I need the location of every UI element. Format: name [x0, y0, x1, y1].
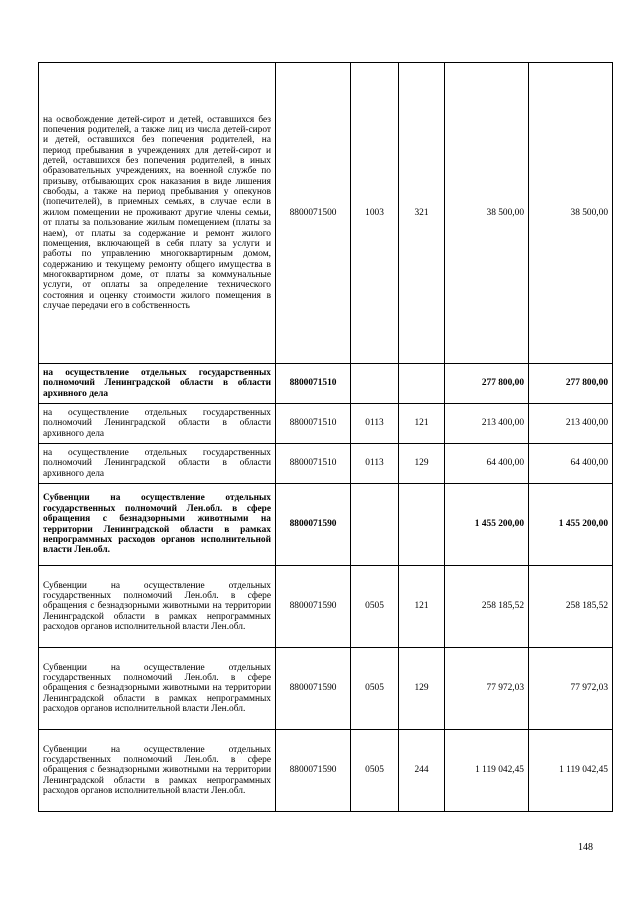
section-code: 1003 [351, 63, 399, 364]
section-code: 0113 [351, 444, 399, 484]
table-row [39, 484, 613, 566]
expense-type-code: 244 [399, 730, 445, 812]
row-description: на осуществление отдельных государственных полномочий Ленинградской области в области архивного дела [39, 364, 276, 404]
target-article-code: 8800071510 [276, 444, 351, 484]
expense-type-code: 121 [399, 404, 445, 444]
amount-cell: 213 400,00 [529, 404, 613, 444]
target-article-code: 8800071590 [276, 484, 351, 566]
row-description: Субвенции на осуществление отдельных государственных полномочий Лен.обл. в сфере обращения с безнадзорными животными на территории Ленинградской области в рамках непрограммных расходов органов исполнительной власти Лен.обл. [39, 484, 276, 566]
table-row [39, 648, 613, 730]
amount-cell: 38 500,00 [445, 63, 529, 364]
amount-cell: 77 972,03 [529, 648, 613, 730]
expense-type-code [399, 484, 445, 566]
table-row [39, 730, 613, 812]
budget-table [38, 62, 613, 812]
amount-cell: 64 400,00 [529, 444, 613, 484]
target-article-code: 8800071590 [276, 730, 351, 812]
row-description: на осуществление отдельных государственных полномочий Ленинградской области в области архивного дела [39, 404, 276, 444]
table-row [39, 63, 613, 364]
table-row [39, 566, 613, 648]
section-code: 0505 [351, 730, 399, 812]
row-description: Субвенции на осуществление отдельных государственных полномочий Лен.обл. в сфере обращения с безнадзорными животными на территории Ленинградской области в рамках непрограммных расходов органов исполнительной власти Лен.обл. [39, 648, 276, 730]
expense-type-code: 121 [399, 566, 445, 648]
section-code [351, 364, 399, 404]
target-article-code: 8800071590 [276, 566, 351, 648]
amount-cell: 258 185,52 [529, 566, 613, 648]
amount-cell: 64 400,00 [445, 444, 529, 484]
amount-cell: 258 185,52 [445, 566, 529, 648]
expense-type-code: 321 [399, 63, 445, 364]
expense-type-code [399, 364, 445, 404]
page-number: 148 [578, 842, 593, 853]
expense-type-code: 129 [399, 648, 445, 730]
row-description: Субвенции на осуществление отдельных государственных полномочий Лен.обл. в сфере обращения с безнадзорными животными на территории Ленинградской области в рамках непрограммных расходов органов исполнительной власти Лен.обл. [39, 566, 276, 648]
section-code: 0505 [351, 566, 399, 648]
section-code: 0505 [351, 648, 399, 730]
amount-cell: 1 119 042,45 [529, 730, 613, 812]
target-article-code: 8800071500 [276, 63, 351, 364]
row-description: Субвенции на осуществление отдельных государственных полномочий Лен.обл. в сфере обращения с безнадзорными животными на территории Ленинградской области в рамках непрограммных расходов органов исполнительной власти Лен.обл. [39, 730, 276, 812]
table-row [39, 444, 613, 484]
row-description: на осуществление отдельных государственных полномочий Ленинградской области в области архивного дела [39, 444, 276, 484]
amount-cell: 1 455 200,00 [445, 484, 529, 566]
amount-cell: 1 119 042,45 [445, 730, 529, 812]
section-code: 0113 [351, 404, 399, 444]
amount-cell: 213 400,00 [445, 404, 529, 444]
target-article-code: 8800071590 [276, 648, 351, 730]
table-row [39, 404, 613, 444]
table-row [39, 364, 613, 404]
target-article-code: 8800071510 [276, 364, 351, 404]
amount-cell: 277 800,00 [529, 364, 613, 404]
amount-cell: 38 500,00 [529, 63, 613, 364]
row-description: на освобождение детей-сирот и детей, оставшихся без попечения родителей, а также лиц из числа детей-сирот и детей, оставшихся без попечения родителей, на период пребывания в учреждениях для детей-сирот и детей, оставшихся без попечения родителей, в иных образовательных учреждениях, на военной службе по призыву, отбывающих срок наказания в виде лишения свободы, а также на период пребывания у опекунов (попечителей), в приемных семьях, в случае если в жилом помещении не проживают другие члены семьи, от платы за пользование жилым помещением (платы за наем), от платы за содержание и ремонт жилого помещения, включающей в себя плату за услуги и работы по управлению многоквартирным домом, содержанию и текущему ремонту общего имущества в многоквартирном доме, от платы за коммунальные услуги, от оплаты за определение технического состояния и оценку стоимости жилого помещения в случае передачи его в собственность [39, 63, 276, 364]
amount-cell: 277 800,00 [445, 364, 529, 404]
expense-type-code: 129 [399, 444, 445, 484]
amount-cell: 1 455 200,00 [529, 484, 613, 566]
target-article-code: 8800071510 [276, 404, 351, 444]
amount-cell: 77 972,03 [445, 648, 529, 730]
section-code [351, 484, 399, 566]
